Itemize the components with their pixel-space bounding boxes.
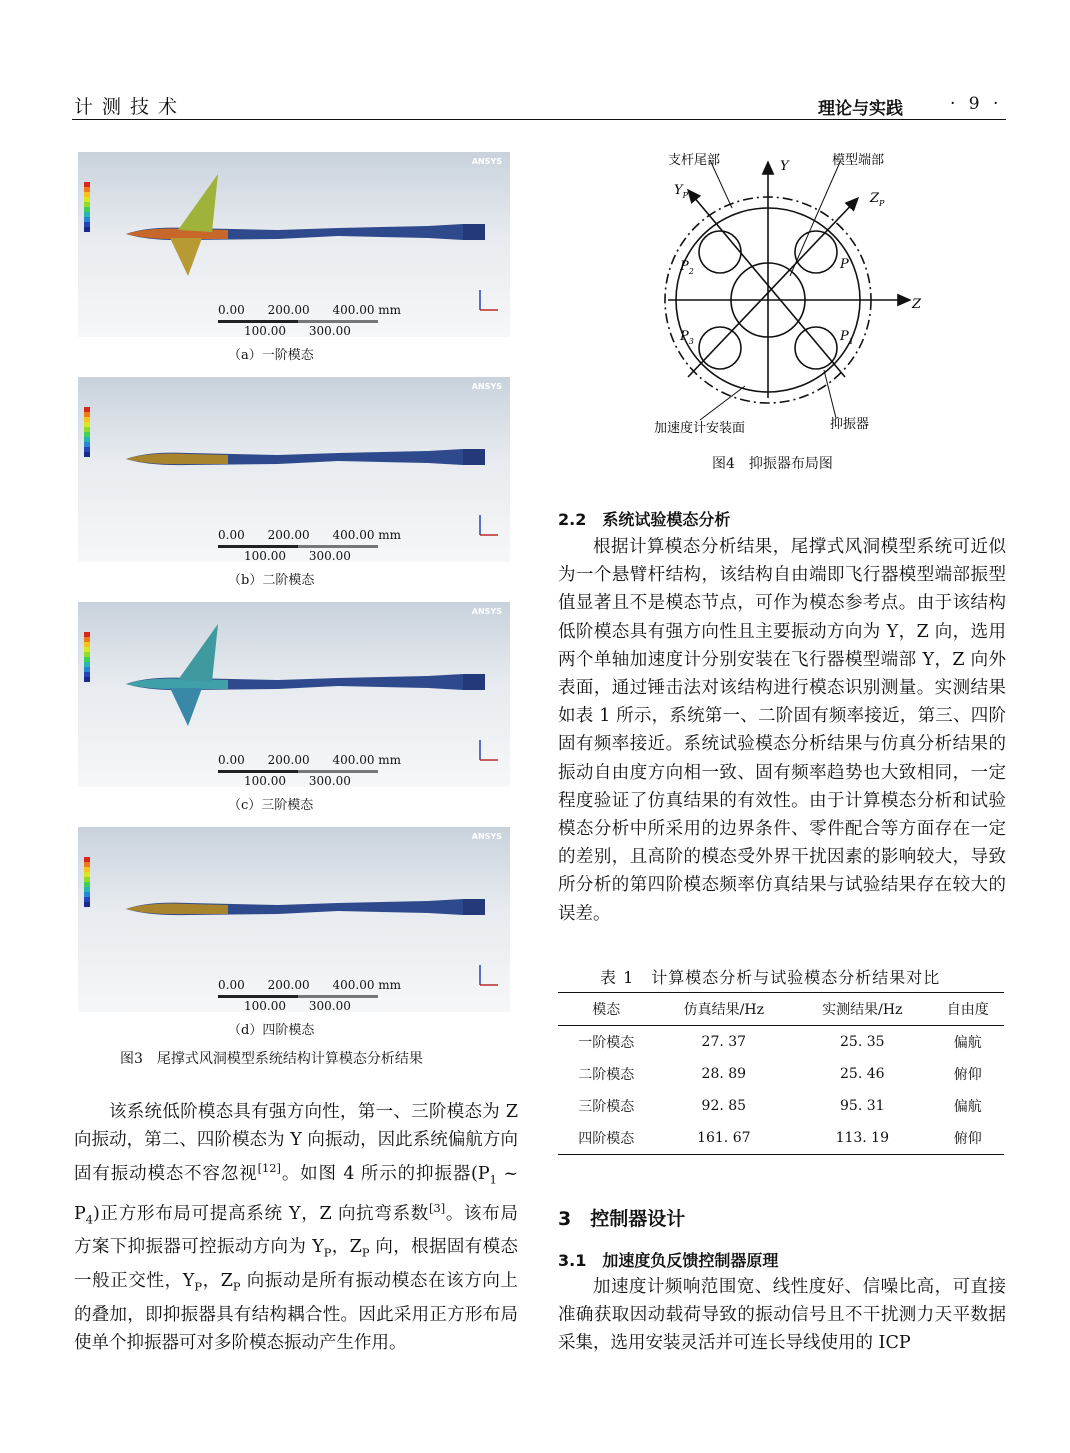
label-yp: $Y_P$ [674,183,688,200]
table-cell: 一阶模态 [578,1035,635,1051]
legend-swatch [84,877,90,882]
journal-name: 计测技术 [74,96,187,118]
table-cell: 113. 19 [793,1122,931,1155]
legend-swatch [84,642,90,647]
table-cell: 95. 31 [840,1098,885,1114]
legend-swatch [84,182,90,187]
table-cell: 四阶模态 [558,1122,655,1155]
label-model-end: 模型端部 [832,153,885,168]
label-p: P [840,257,849,272]
table-row [558,1026,1004,1059]
legend-swatch [84,227,90,232]
table-header: 模态 [558,993,655,1026]
legend-swatch [84,667,90,672]
zp-axis [688,198,858,377]
legend-swatch [84,872,90,877]
yp-axis [688,190,845,377]
legend-swatch [84,897,90,902]
ansys-logo: ANSYS [471,157,502,166]
scale-bar [298,995,378,998]
legend-swatch [84,427,90,432]
legend-swatch [84,857,90,862]
table-header: 实测结果/Hz [793,993,931,1026]
label-p2: $P_2$ [680,259,694,276]
section-3-1-title: 3.1 加速度负反馈控制器原理 [558,1251,779,1270]
table-row [558,1058,1004,1090]
table-header: 自由度 [932,993,1004,1026]
legend-swatch [84,637,90,642]
legend-swatch [84,207,90,212]
legend-swatch [84,677,90,682]
leader-model-end [790,162,840,276]
damper-p [795,231,837,273]
label-p1: $P_1$ [840,329,854,346]
scale-labels-bottom: 100.00 300.00 [244,324,351,338]
table-1-caption: 表 1 计算模态分析与试验模态分析结果对比 [600,968,941,987]
panel-caption: （b）二阶模态 [228,573,315,588]
leader-accel [700,386,745,420]
section-2-2-paragraph: 根据计算模态分析结果，尾撑式风洞模型系统可近似为一个悬臂杆结构，该结构自由端即飞行器模型端部振型值显著且不是模态节点，可作为模态参考点。由于该结构低阶模态具有强方向性且主要振动方向为 Y，Z 向，选用两个单轴加速度计分别安装在飞行器模型端部 Y，Z 向外表面，通过锤击法对该结构进行模态识别测量。实测结果如表 1 所示，系统第一、二阶固有频率接近，第三、四阶固有频率接近。系统试验模态分析结果与仿真分析结果的振动自由度方向相一致、固有频率趋势也大致相同，一定程度验证了仿真结果的有效性。由于计算模态分析和试验模态分析中所采用的边界条件、零件配合等方面存在一定的差别，且高阶的模态受外界干扰因素的影响较大，导致所分析的第四阶模态频率仿真结果与试验结果存在较大的误差。 [558,537,1006,924]
legend-swatch [84,437,90,442]
model-wing-upper [178,174,218,232]
label-z: Z [912,297,922,312]
label-accel: 加速度计安装面 [654,421,746,436]
ansys-logo: ANSYS [471,607,502,616]
panel-caption: （c）三阶模态 [228,798,314,813]
label-p3: $P_3$ [680,329,694,346]
model-wing-lower [170,238,202,276]
ansys-logo: ANSYS [471,382,502,391]
label-support: 支杆尾部 [668,153,721,168]
ansys-logo: ANSYS [471,832,502,841]
table-cell: 28. 89 [701,1066,747,1082]
table-cell: 偏航 [953,1035,982,1051]
scale-bar [298,545,378,548]
page-number: · 9 · [950,94,1003,114]
model-wing-upper [178,624,218,682]
scale-bar [218,770,298,773]
table-1 [558,992,1004,1155]
scale-bar [218,995,298,998]
table-cell: 27. 37 [701,1034,747,1050]
panel-caption: （a）一阶模态 [228,348,314,363]
table-cell: 二阶模态 [578,1067,635,1083]
legend-swatch [84,902,90,907]
table-cell: 25. 46 [840,1066,885,1082]
left-paragraph: 该系统低阶模态具有强方向性，第一、三阶模态为 Z 向振动，第二、四阶模态为 Y 向振动，因此系统偏航方向固有振动模态不容忽视[12]。如图 4 所示的抑振器($P_1$ ~ $P_4$)正方形布局可提高系统 Y，Z 向抗弯系数[3]。该布局方案下抑振器可控振动方向为 $Y_P$，$Z_P$ 向，根据固有模态一般正交性，$Y_P$，$Z_P$ 向振动是所有振动模态在该方向上的叠加，即抑振器具有结构耦合性。因此采用正方形布局使单个抑振器可对多阶模态振动产生作用。 [74,1102,518,1354]
leader-damper [824,370,836,418]
legend-swatch [84,417,90,422]
table-cell: 偏航 [953,1099,982,1115]
scale-bar [298,770,378,773]
figure-4-caption: 图4 抑振器布局图 [712,456,833,472]
legend-swatch [84,887,90,892]
table-row [558,1122,1004,1155]
legend-swatch [84,407,90,412]
scale-bar [218,545,298,548]
legend-swatch [84,662,90,667]
model-wing-lower [170,688,202,726]
scale-labels-bottom: 100.00 300.00 [244,549,351,563]
legend-swatch [84,202,90,207]
legend-swatch [84,862,90,867]
figure-3-caption: 图3 尾撑式风洞模型系统结构计算模态分析结果 [120,1051,423,1067]
damper-p1 [795,327,837,369]
table-cell: 俯仰 [932,1122,1004,1155]
panel-caption: （d）四阶模态 [228,1023,315,1038]
section-2-2-title: 2.2 系统试验模态分析 [558,510,731,529]
table-cell: 92. 85 [701,1098,747,1114]
legend-swatch [84,867,90,872]
header-rule [72,119,1006,120]
legend-swatch [84,647,90,652]
legend-swatch [84,192,90,197]
legend-swatch [84,892,90,897]
legend-swatch [84,447,90,452]
legend-swatch [84,657,90,662]
legend-swatch [84,197,90,202]
legend-swatch [84,412,90,417]
legend-swatch [84,452,90,457]
table-row [558,1090,1004,1122]
model-rear [463,899,485,915]
legend-swatch [84,432,90,437]
scale-labels-bottom: 100.00 300.00 [244,999,351,1013]
table-cell: 三阶模态 [578,1099,635,1115]
label-zp: $Z_P$ [870,191,885,208]
scale-labels-top: 0.00 200.00 400.00 mm [218,303,402,317]
label-damper: 抑振器 [830,417,870,432]
damper-p3 [699,327,741,369]
scale-bar [298,320,378,323]
scale-labels-top: 0.00 200.00 400.00 mm [218,528,402,542]
legend-swatch [84,222,90,227]
legend-swatch [84,212,90,217]
section-3-1-paragraph: 加速度计频响范围宽、线性度好、信噪比高，可直接准确获取因动载荷导致的振动信号且不干扰测力天平数据采集，选用安装灵活并可连长导线使用的 ICP [558,1277,1006,1354]
legend-swatch [84,672,90,677]
section-name: 理论与实践 [818,99,903,119]
legend-swatch [84,217,90,222]
table-cell: 161. 67 [655,1122,793,1155]
figure-4-diagram [640,148,940,438]
table-cell: 俯仰 [953,1067,982,1083]
label-y: Y [780,159,789,174]
scale-labels-bottom: 100.00 300.00 [244,774,351,788]
legend-swatch [84,442,90,447]
model-rear [463,449,485,465]
legend-swatch [84,422,90,427]
model-rear [463,224,485,240]
table-cell: 25. 35 [840,1034,885,1050]
damper-p2 [699,231,741,273]
section-3-title: 3 控制器设计 [558,1208,686,1230]
legend-swatch [84,632,90,637]
legend-swatch [84,652,90,657]
table-header: 仿真结果/Hz [655,993,793,1026]
scale-labels-top: 0.00 200.00 400.00 mm [218,753,402,767]
legend-swatch [84,882,90,887]
scale-bar [218,320,298,323]
legend-swatch [84,187,90,192]
scale-labels-top: 0.00 200.00 400.00 mm [218,978,402,992]
model-rear [463,674,485,690]
